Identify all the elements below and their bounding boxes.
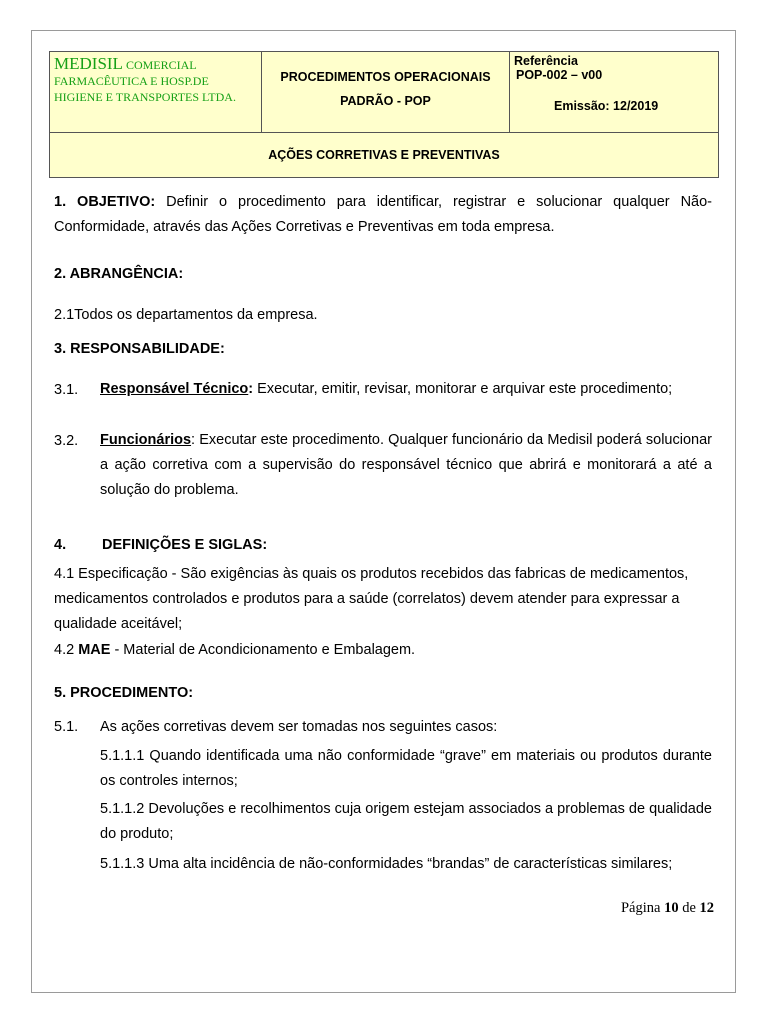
reference-code: POP-002 – v00: [516, 68, 603, 82]
reference-cell: [510, 52, 718, 132]
procedure-sub-item-2: 5.1.1.2 Devoluções e recolhimentos cuja origem estejam associados a problemas de qualidade do produto;: [100, 801, 712, 842]
definition-item-2-label: MAE: [78, 642, 111, 658]
company-name: [50, 52, 262, 132]
company-name-part3: HIGIENE E TRANSPORTES LTDA.: [54, 90, 236, 104]
page-current: 10: [664, 900, 679, 916]
emission-date: Emissão: 12/2019: [554, 99, 659, 113]
section-scope-heading: 2. ABRANGÊNCIA:: [54, 266, 184, 282]
objective-label: 1. OBJETIVO:: [54, 194, 156, 210]
reference-label: Referência: [514, 54, 578, 68]
company-name-part1: COMERCIAL: [122, 58, 197, 72]
resp-item-1-label: Responsável Técnico: [100, 381, 249, 397]
resp-item-2: [100, 428, 712, 503]
resp-item-1-text: Executar, emitir, revisar, monitorar e arquivar este procedimento;: [253, 381, 673, 397]
procedure-item-1-text: As ações corretivas devem ser tomadas nos seguintes casos:: [100, 719, 498, 735]
scope-item: 2.1Todos os departamentos da empresa.: [54, 307, 318, 323]
objective-text: Definir o procedimento para identificar, registrar e solucionar qualquer Não-Conformidade, através das Ações Corretivas e Preventivas em toda empresa.: [54, 194, 712, 235]
procedure-sub-item-1: 5.1.1.1 Quando identificada uma não conformidade “grave” em materiais ou produtos durante os controles internos;: [100, 748, 712, 789]
document-subtitle: AÇÕES CORRETIVAS E PREVENTIVAS: [268, 148, 500, 162]
resp-item-1-colon: :: [248, 381, 254, 397]
document-type-line2: PADRÃO - POP: [340, 94, 431, 108]
page-of: de: [678, 900, 700, 916]
document-header: [49, 51, 719, 178]
company-brand: MEDISIL: [54, 54, 123, 73]
section-procedure-heading: 5. PROCEDIMENTO:: [54, 685, 194, 701]
resp-item-2-text: : Executar este procedimento. Qualquer funcionário da Medisil poderá solucionar a ação corretiva com a supervisão do responsável técnico que abrirá e monitorará a até a solução do problema.: [100, 432, 712, 498]
definition-item-2-text: - Material de Acondicionamento e Embalagem.: [110, 642, 416, 658]
procedure-sub-item-3: 5.1.1.3 Uma alta incidência de não-conformidades “brandas” de características similares;: [100, 856, 673, 872]
section-definitions-number: 4.: [54, 537, 67, 553]
document-type-line1: PROCEDIMENTOS OPERACIONAIS: [280, 70, 491, 84]
resp-item-2-label: Funcionários: [100, 432, 192, 448]
resp-item-1-number: 3.1.: [54, 382, 79, 398]
page-number: [621, 900, 714, 917]
definition-item-1: 4.1 Especificação - São exigências às quais os produtos recebidos das fabricas de medicamentos, medicamentos controlados e produtos para a saúde (correlatos) devem atender para expressar a qualidade aceitável;: [54, 566, 689, 632]
definition-item-2: [54, 642, 415, 658]
header-row: [50, 52, 718, 133]
resp-item-2-number: 3.2.: [54, 433, 79, 449]
resp-item-1: [100, 377, 712, 402]
page-label: Página: [620, 900, 665, 916]
section-objective: [54, 190, 712, 240]
section-responsibility-heading: 3. RESPONSABILIDADE:: [54, 341, 225, 357]
definition-item-2-number: 4.2: [54, 642, 79, 658]
document-type: [262, 52, 510, 132]
section-definitions-heading: DEFINIÇÕES E SIGLAS:: [102, 537, 268, 553]
procedure-item-1-number: 5.1.: [54, 719, 79, 735]
company-name-part2: FARMACÊUTICA E HOSP.DE: [54, 74, 209, 88]
page-total: 12: [699, 900, 714, 916]
